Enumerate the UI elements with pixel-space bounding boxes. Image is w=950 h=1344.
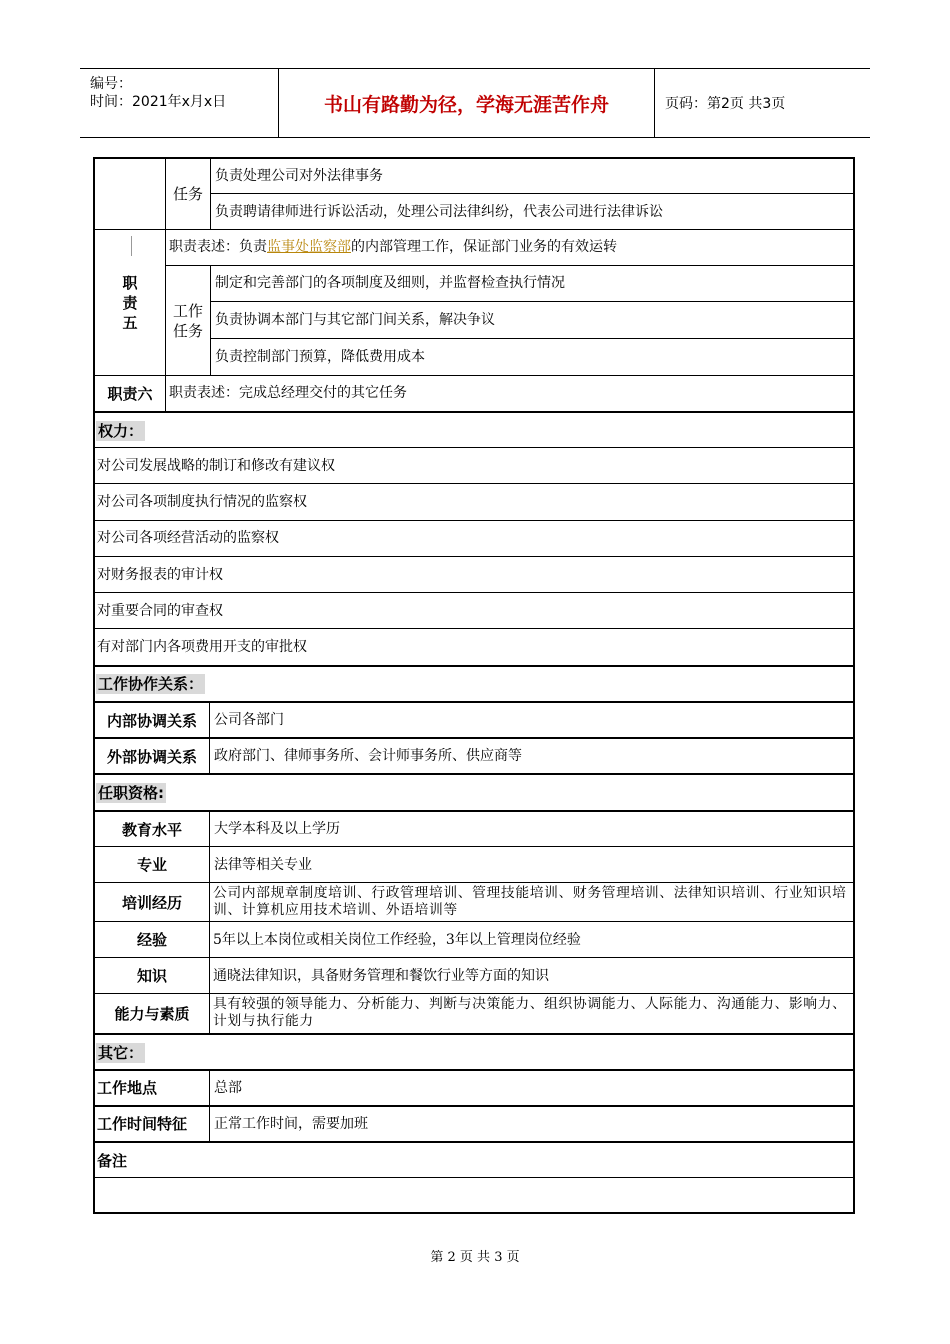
experience-label: 经验 [136, 931, 167, 949]
authority-item: 有对部门内各项费用开支的审批权 [97, 639, 307, 655]
education-label: 教育水平 [121, 820, 182, 839]
external-relations-value: 政府部门、律师事务所、会计师事务所、供应商等 [214, 748, 522, 764]
training-label: 培训经历 [121, 893, 182, 912]
task-item: 负责聘请律师进行诉讼活动，处理公司法律纠纷，代表公司进行法律诉讼 [215, 204, 663, 220]
work-task-label: 工作 任务 [172, 301, 203, 340]
qualifications-title: 任职资格: [98, 784, 164, 802]
header-page-info: 页码：第2页 共3页 [665, 96, 786, 112]
authority-item: 对财务报表的审计权 [97, 567, 223, 583]
authority-item: 对公司各项制度执行情况的监察权 [97, 494, 307, 510]
ability-value: 具有较强的领导能力、分析能力、判断与决策能力、组织协调能力、人际能力、沟通能力、影响力、计划与执行能力 [213, 996, 847, 1029]
duty5-description [169, 238, 617, 256]
authority-title: 权力： [98, 422, 144, 440]
knowledge-value: 通晓法律知识，具备财务管理和餐饮行业等方面的知识 [213, 968, 549, 984]
external-relations-label: 外部协调关系 [106, 747, 197, 766]
task-item: 负责协调本部门与其它部门间关系，解决争议 [215, 312, 495, 328]
duty5-desc-suffix: 的内部管理工作，保证部门业务的有效运转 [351, 239, 617, 255]
duty5-label: 职 责 五 [122, 273, 138, 332]
major-label: 专业 [136, 856, 167, 874]
authority-item: 对公司各项经营活动的监察权 [97, 530, 279, 546]
page-footer: 第 2 页 共 3 页 [430, 1250, 520, 1265]
duty5-desc-prefix: 职责表述：负责 [169, 239, 267, 255]
page-header [80, 68, 870, 138]
work-location-value: 总部 [214, 1080, 242, 1096]
header-meta [80, 69, 279, 137]
duty6-label: 职责六 [107, 385, 153, 403]
relations-title: 工作协作关系： [98, 675, 204, 693]
training-value: 公司内部规章制度培训、行政管理培训、管理技能培训、财务管理培训、法律知识培训、行业知识培训、计算机应用技术培训、外语培训等 [213, 885, 847, 918]
major-value: 法律等相关专业 [214, 857, 312, 873]
education-value: 大学本科及以上学历 [214, 821, 340, 837]
task-item: 负责控制部门预算，降低费用成本 [215, 349, 425, 365]
task-item: 制定和完善部门的各项制度及细则，并监督检查执行情况 [215, 275, 565, 291]
internal-relations-label: 内部协调关系 [106, 711, 197, 730]
other-title: 其它： [98, 1044, 144, 1062]
authority-item: 对重要合同的审查权 [97, 603, 223, 619]
duty6-description: 职责表述：完成总经理交付的其它任务 [169, 385, 407, 401]
knowledge-label: 知识 [136, 967, 167, 985]
authority-item: 对公司发展战略的制订和修改有建议权 [97, 458, 335, 474]
header-motto: 书山有路勤为径，学海无涯苦作舟 [279, 69, 655, 137]
task-item: 负责处理公司对外法律事务 [215, 168, 383, 184]
number-label: 编号： [90, 76, 132, 92]
work-hours-value: 正常工作时间，需要加班 [214, 1116, 368, 1132]
duty5-desc-highlight: 监事处监察部 [267, 239, 351, 255]
experience-value: 5年以上本岗位或相关岗位工作经验，3年以上管理岗位经验 [213, 932, 581, 948]
work-location-label: 工作地点 [97, 1079, 158, 1097]
date-label: 时间：2021年x月x日 [90, 94, 227, 110]
task-label: 任务 [172, 185, 203, 203]
remarks-label: 备注 [97, 1152, 128, 1170]
ability-label: 能力与素质 [114, 1005, 190, 1023]
work-hours-label: 工作时间特征 [97, 1115, 188, 1133]
internal-relations-value: 公司各部门 [214, 712, 284, 728]
